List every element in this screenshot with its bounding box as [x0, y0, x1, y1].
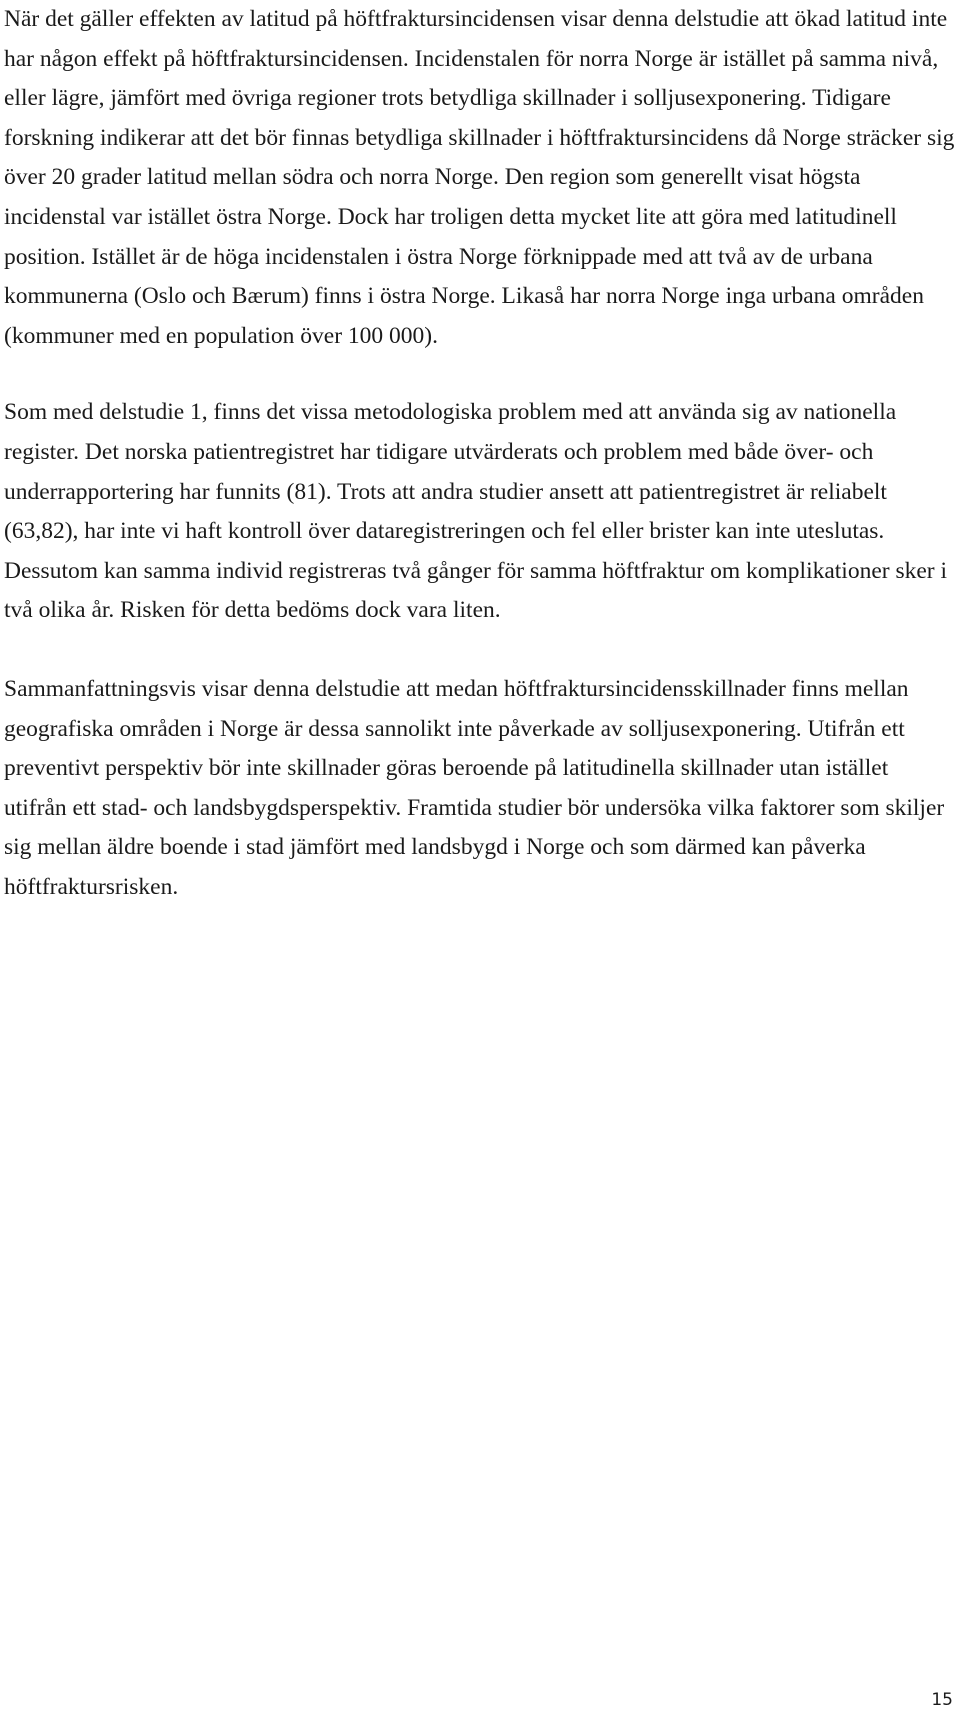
paragraph-methodological-problems: Som med delstudie 1, finns det vissa metodologiska problem med att använda sig av nationella register. Det norska patientregistret har tidigare utvärderats och problem med både över- och underrapportering har funnits (81). Trots att andra studier ansett att patientregistret är reliabelt (63,82), har inte vi haft kontroll över dataregistreringen och fel eller brister kan inte uteslutas. Dessutom kan samma individ registreras två gånger för samma höftfraktur om komplikationer sker i två olika år. Risken för detta bedöms dock vara liten. [4, 399, 948, 624]
page-number: 15 [931, 1690, 953, 1710]
paragraph-latitude-effect: När det gäller effekten av latitud på höftfraktursincidensen visar denna delstudie att ökad latitud inte har någon effekt på höftfraktursincidensen. Incidenstalen för norra Norge är istället på samma nivå, eller lägre, jämfört med övriga regioner trots betydliga skillnader i solljusexponering. Tidigare forskning indikerar att det bör finnas betydliga skillnader i höftfraktursincidens då Norge sträcker sig över 20 grader latitud mellan södra och norra Norge. Den region som generellt visat högsta incidenstal var istället östra Norge. Dock har troligen detta mycket lite att göra med latitudinell position. Istället är de höga incidenstalen i östra Norge förknippade med att två av de urbana kommunerna (Oslo och Bærum) finns i östra Norge. Likaså har norra Norge inga urbana områden (kommuner med en population över 100 000). [4, 6, 955, 349]
paragraph-summary: Sammanfattningsvis visar denna delstudie att medan höftfraktursincidensskillnader finns mellan geografiska områden i Norge är dessa sannolikt inte påverkade av solljusexponering. Utifrån ett preventivt perspektiv bör inte skillnader göras beroende på latitudinella skillnader utan istället utifrån ett stad- och landsbygdsperspektiv. Framtida studier bör undersöka vilka faktorer som skiljer sig mellan äldre boende i stad jämfört med landsbygd i Norge och som därmed kan påverka höftfraktursrisken. [4, 675, 945, 900]
document-page [4, 0, 956, 907]
